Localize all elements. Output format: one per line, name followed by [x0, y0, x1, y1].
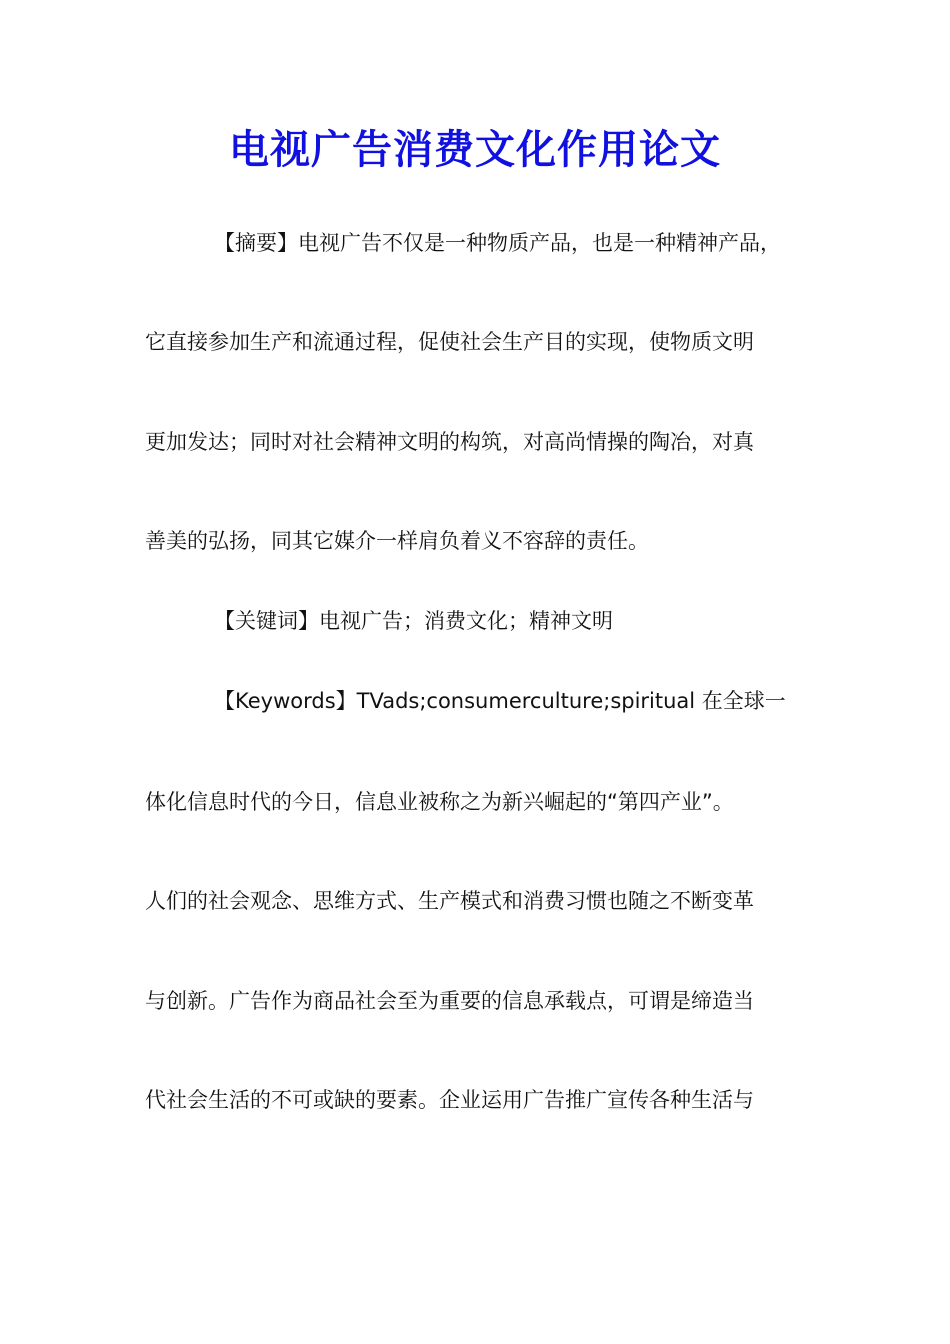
- abstract-line-1: 【摘要】电视广告不仅是一种物质产品，也是一种精神产品，: [214, 231, 781, 255]
- body-line-4: 代社会生活的不可或缺的要素。企业运用广告推广宣传各种生活与: [145, 1088, 754, 1112]
- document-title: 电视广告消费文化作用论文: [229, 126, 721, 173]
- body-line-3: 与创新。广告作为商品社会至为重要的信息承载点，可谓是缔造当: [145, 989, 754, 1013]
- body-line-2: 人们的社会观念、思维方式、生产模式和消费习惯也随之不断变革: [145, 889, 754, 913]
- keywords-en-line: 【Keywords】TVads;consumerculture;spiritual 在全球一: [214, 689, 786, 713]
- keywords-cn-line: 【关键词】电视广告；消费文化；精神文明: [214, 609, 613, 633]
- abstract-line-2: 它直接参加生产和流通过程，促使社会生产目的实现，使物质文明: [145, 330, 754, 354]
- abstract-line-4: 善美的弘扬，同其它媒介一样肩负着义不容辞的责任。: [145, 529, 649, 553]
- body-line-1: 体化信息时代的今日，信息业被称之为新兴崛起的“第四产业”。: [145, 790, 734, 814]
- abstract-line-3: 更加发达；同时对社会精神文明的构筑，对高尚情操的陶冶，对真: [145, 430, 754, 454]
